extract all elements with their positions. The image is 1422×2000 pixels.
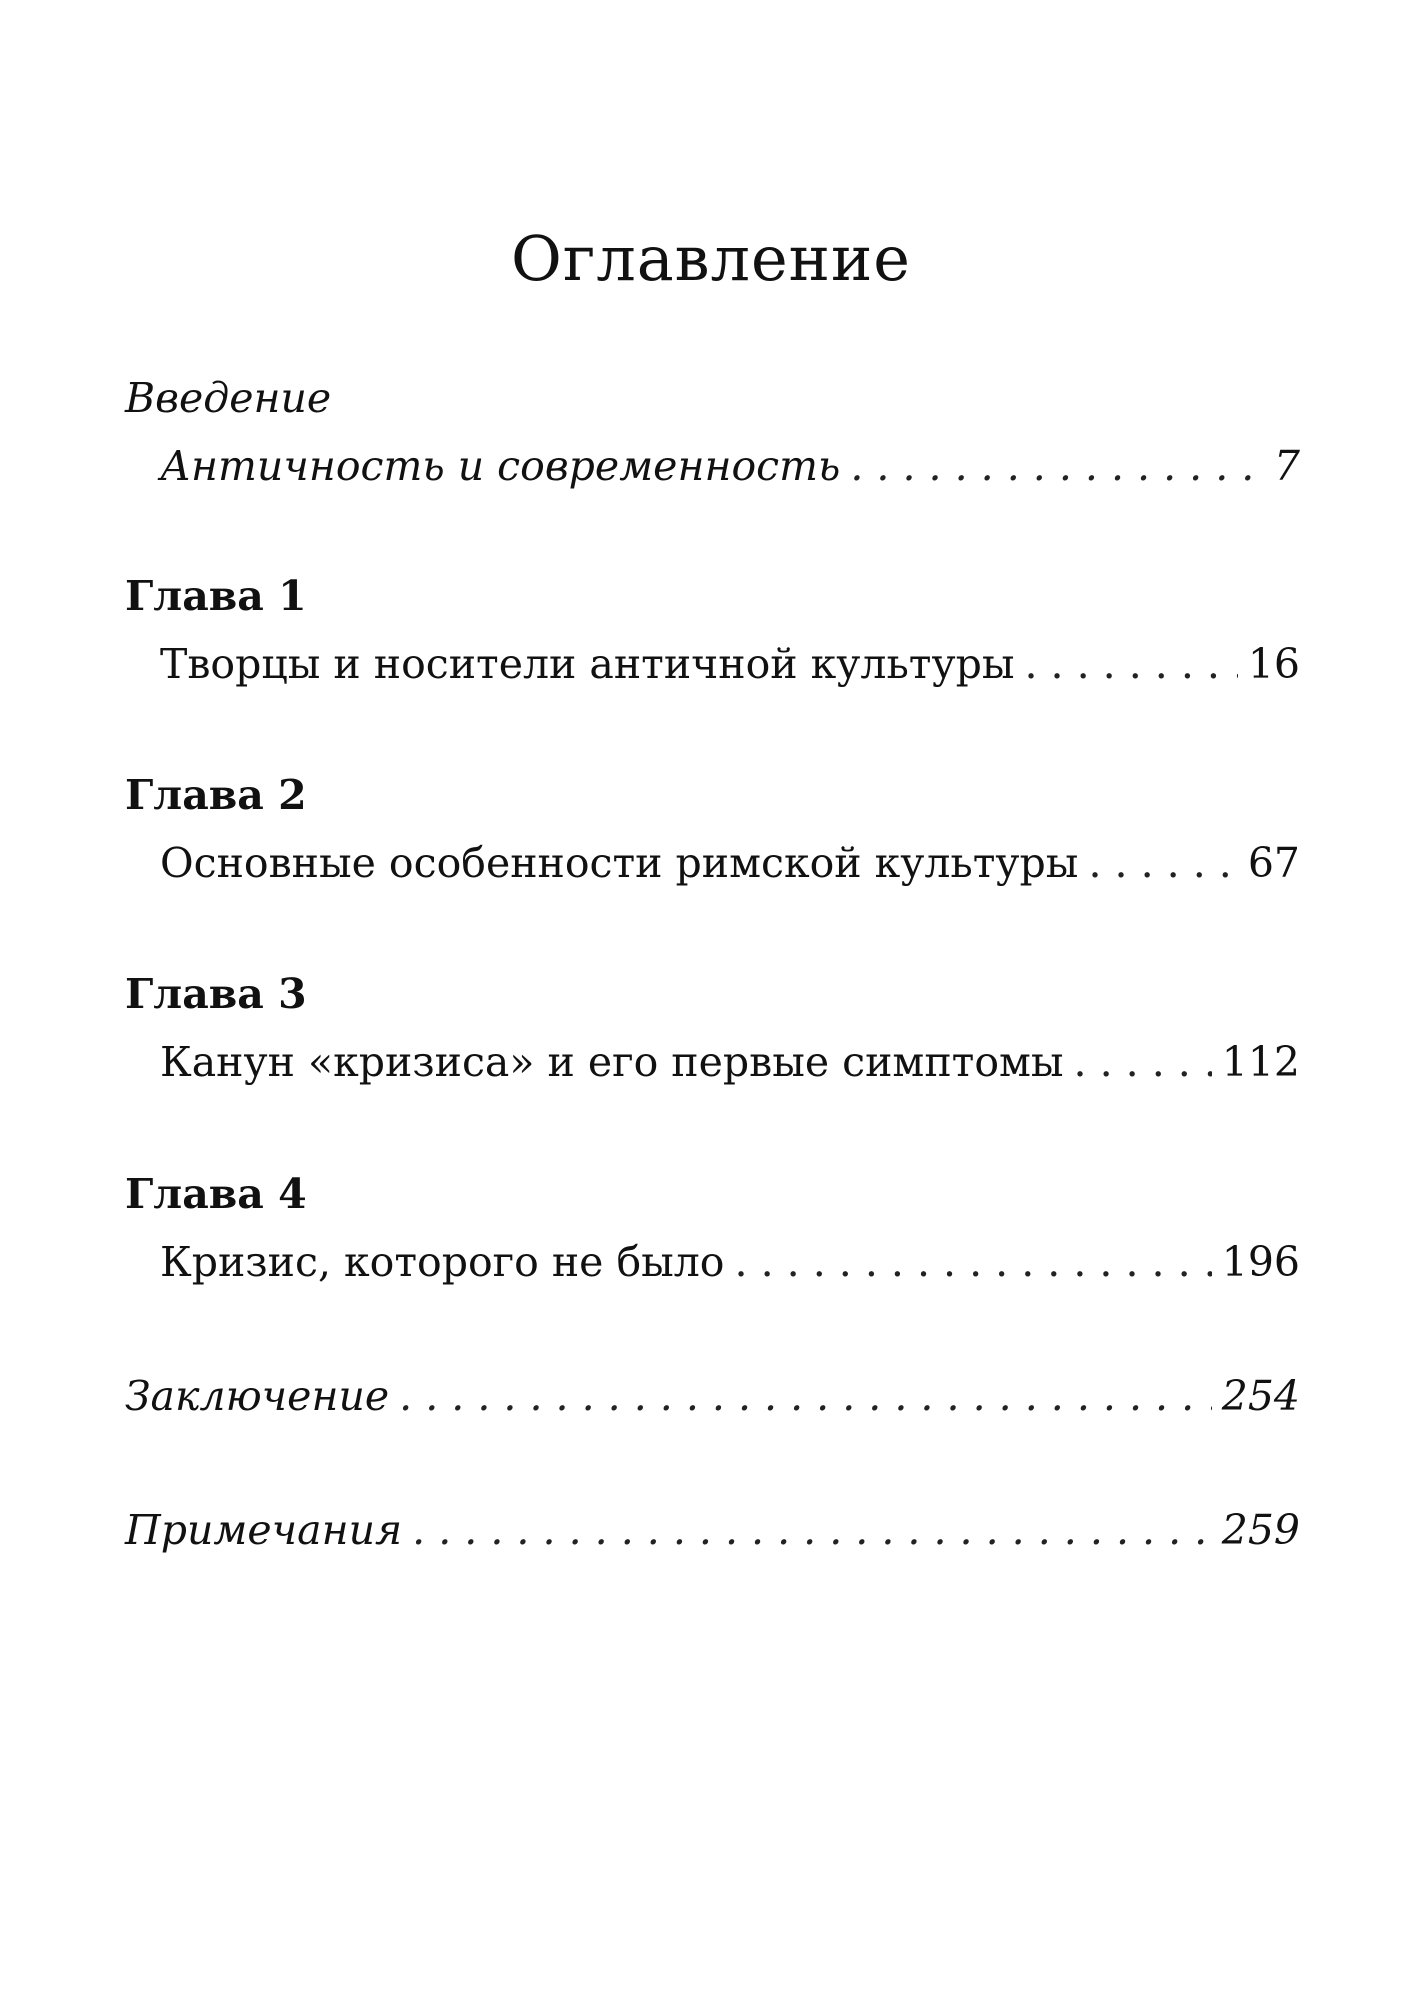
toc-page-number: 16 <box>1247 640 1300 688</box>
toc-page-number: 259 <box>1221 1506 1300 1554</box>
toc-entry-label: Кризис, которого не было <box>160 1238 725 1286</box>
dot-leader <box>850 446 1264 487</box>
toc-page-number: 196 <box>1221 1238 1300 1286</box>
toc-entry-label: Античность и современность <box>160 442 841 490</box>
toc-entry-label: Основные особенности римской культуры <box>160 839 1079 887</box>
chapter-4-heading: Глава 4 <box>125 1170 307 1218</box>
dot-leader <box>412 1510 1212 1551</box>
toc-entry-chapter-3[interactable] <box>160 1038 1300 1086</box>
toc-entry-chapter-2[interactable] <box>160 839 1300 887</box>
toc-page-number: 254 <box>1221 1372 1300 1420</box>
toc-entry-label: Примечания <box>125 1506 403 1554</box>
chapter-1-heading: Глава 1 <box>125 572 307 620</box>
dot-leader <box>1088 843 1237 884</box>
dot-leader <box>399 1376 1212 1417</box>
dot-leader <box>1024 644 1237 685</box>
chapter-3-heading: Глава 3 <box>125 970 307 1018</box>
toc-entry-introduction[interactable] <box>160 442 1300 490</box>
toc-entry-label: Заключение <box>125 1372 390 1420</box>
toc-page-number: 7 <box>1273 442 1300 490</box>
toc-entry-label: Творцы и носители античной культуры <box>160 640 1015 688</box>
toc-entry-notes[interactable] <box>125 1506 1300 1554</box>
dot-leader <box>735 1242 1212 1283</box>
toc-page-number: 67 <box>1247 839 1300 887</box>
chapter-2-heading: Глава 2 <box>125 771 307 819</box>
toc-page-number: 112 <box>1221 1038 1300 1086</box>
dot-leader <box>1074 1042 1212 1083</box>
toc-entry-chapter-1[interactable] <box>160 640 1300 688</box>
toc-entry-conclusion[interactable] <box>125 1372 1300 1420</box>
toc-entry-label: Канун «кризиса» и его первые симптомы <box>160 1038 1064 1086</box>
page-title: Оглавление <box>511 222 911 295</box>
introduction-heading: Введение <box>125 374 332 422</box>
toc-entry-chapter-4[interactable] <box>160 1238 1300 1286</box>
